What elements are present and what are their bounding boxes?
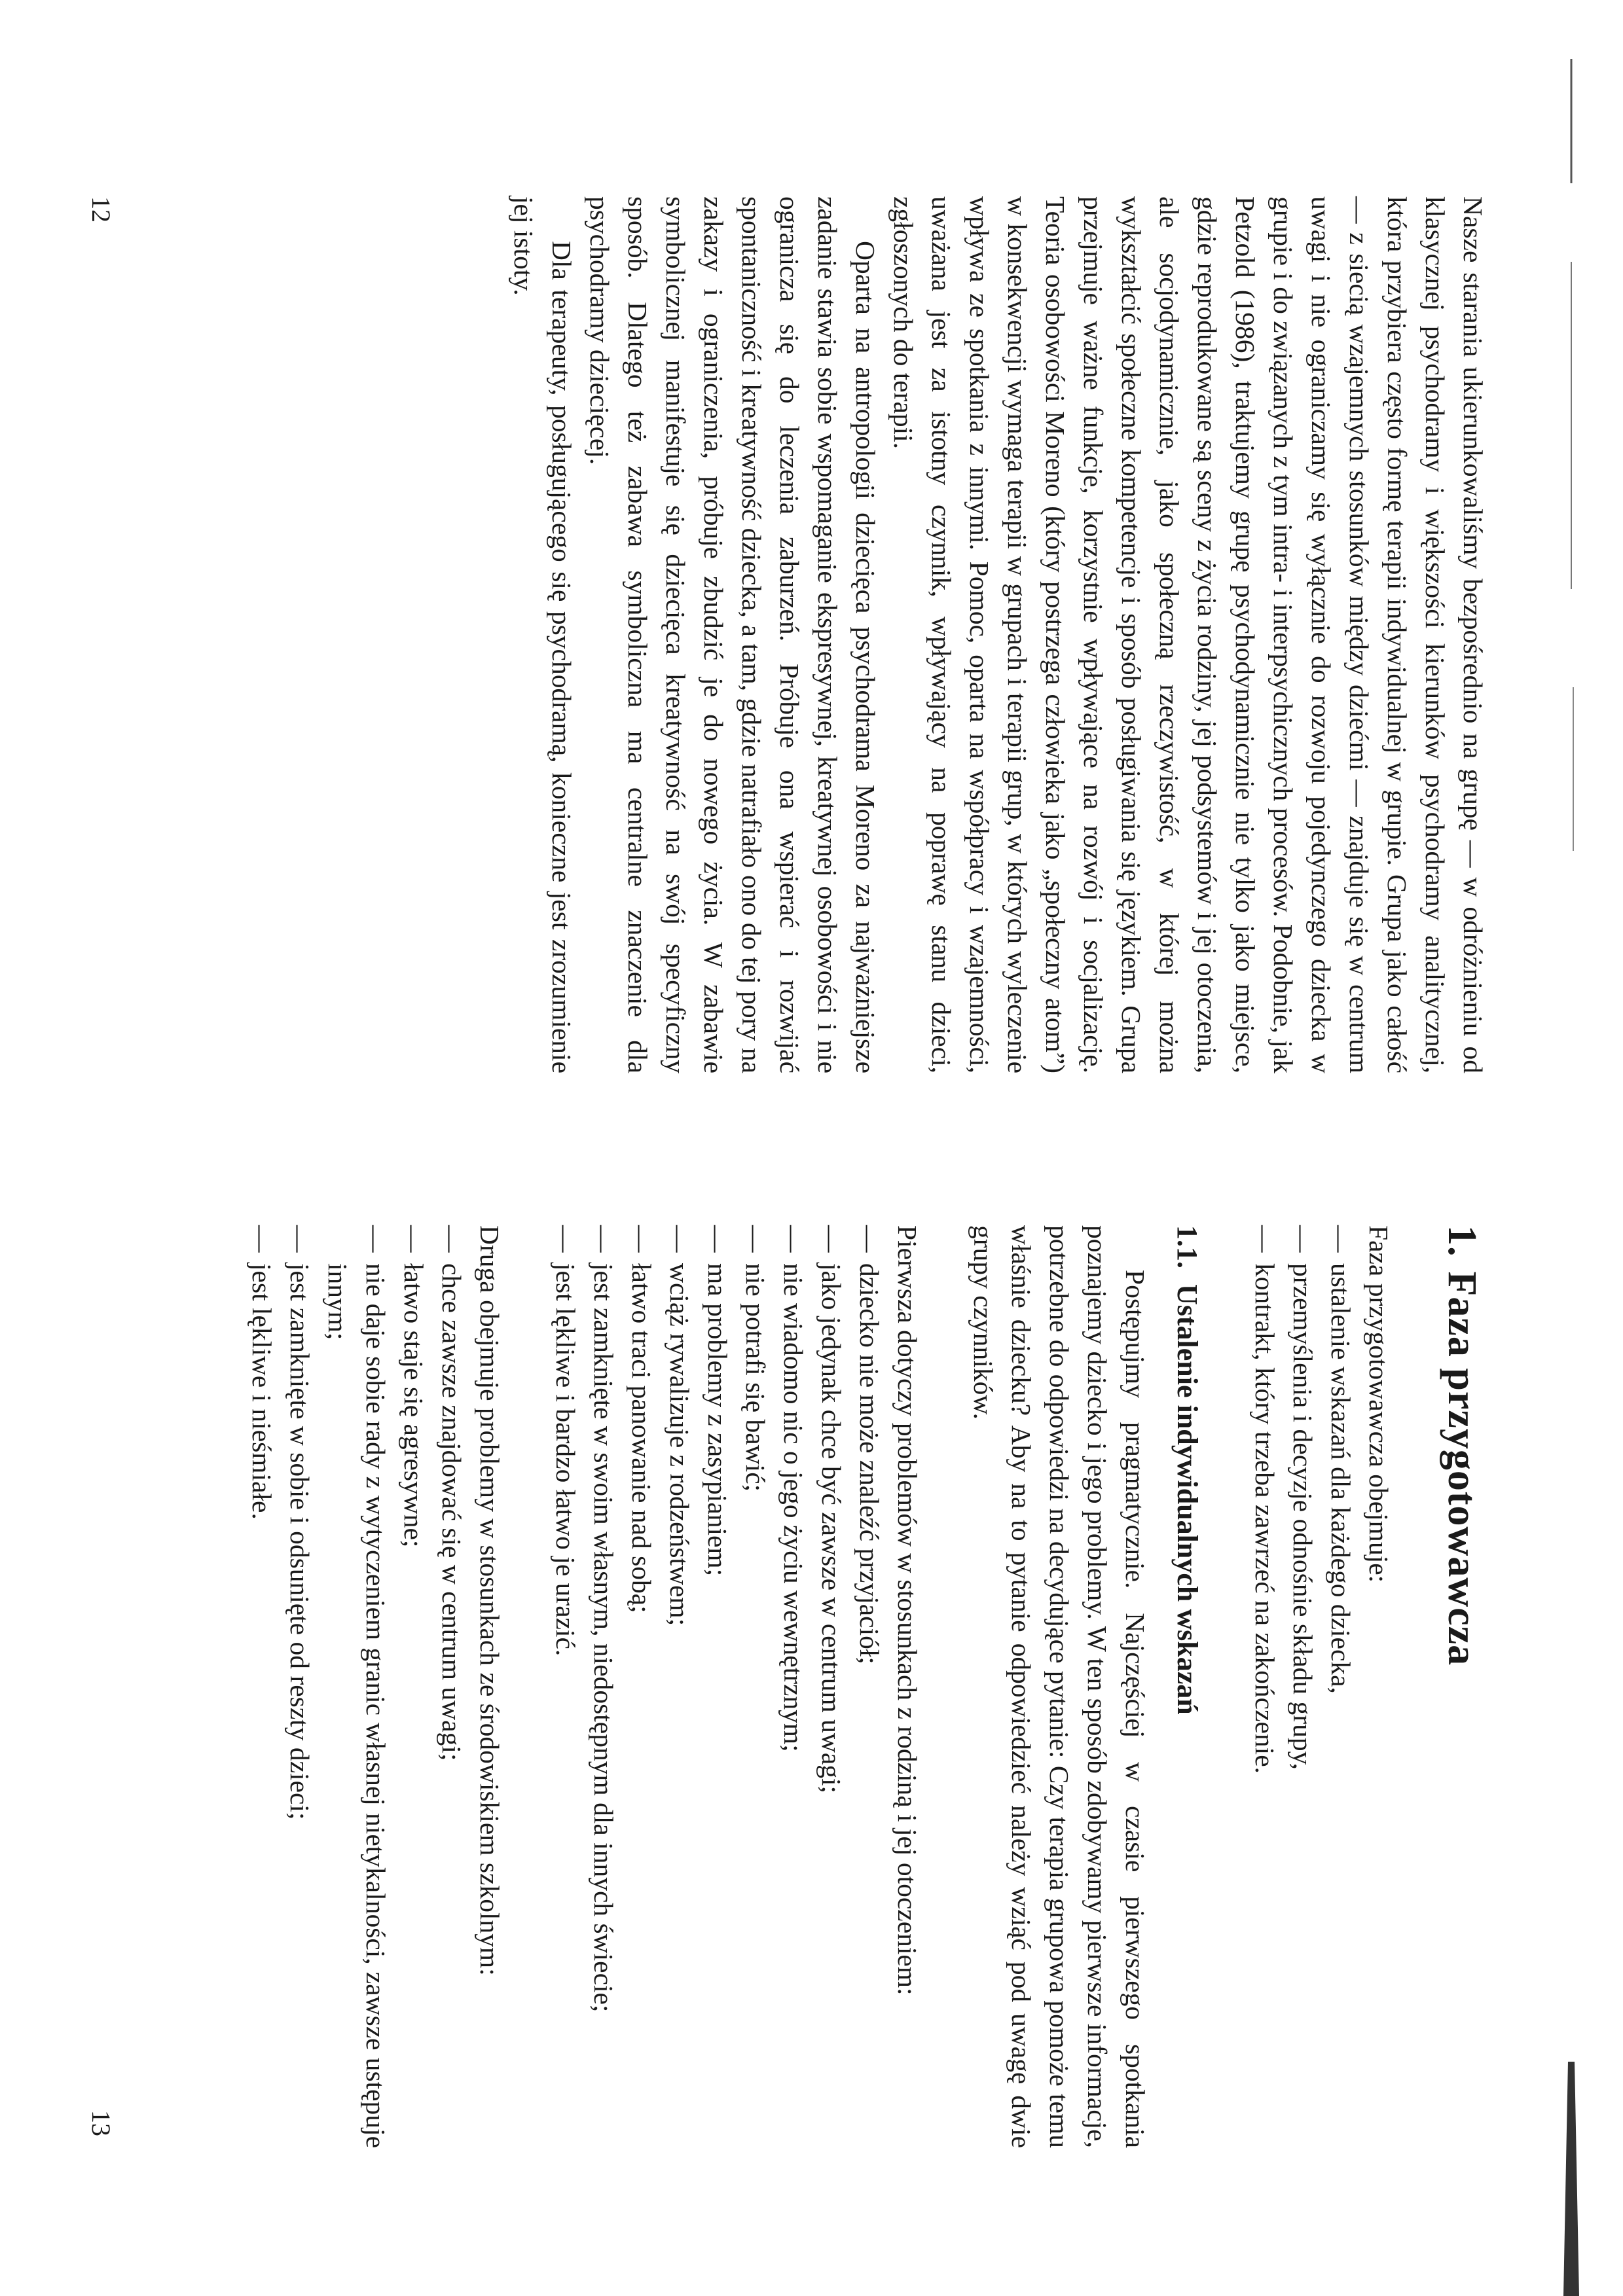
paragraph: Druga obejmuje problemy w stosunkach ze środowiskiem szkolnym:: [475, 1225, 505, 1976]
paragraph: Faza przygotowawcza obejmuje:: [1364, 1225, 1394, 1583]
list-item: —wciąż rywalizuje z rodzeństwem;: [665, 1225, 695, 1626]
list-item: —kontrakt, który trzeba zawrzeć na zakończenie.: [1250, 1225, 1280, 1774]
paragraph: Oparta na antropologii dziecięca psychodrama Moreno za najważniejsze zadanie stawia sobie wspomaganie ekspresywnej, kreatywnej osobowości i nie ogranicza się do leczenia zaburzeń. Próbuje ona wspierać i rozwijać spontaniczność i kreatywność dziecka, a tam, gdzie natrafiało ono do tej pory na zakazy i ograniczenia, próbuje zbudzić je do nowego życia. W zabawie symbolicznej manifestuje się dziecięca kreatywność na swój specyficzny sposób. Dlatego też zabawa symboliczna ma centralne znaczenie dla psychodramy dziecięcej.: [585, 196, 881, 1073]
paragraph: Nasze starania ukierunkowaliśmy bezpośrednio na grupę — w odróżnieniu od klasycznej psychodramy i większości kierunków psychodramy analitycznej, która przybiera często formę terapii indywidualnej w grupie. Grupa jako całość — z siecią wzajemnych stosunków między dziećmi — znajduje się w centrum uwagi i nie ograniczamy się wyłącznie do rozwoju pojedynczego dziecka w grupie i do związanych z tym intra- i interpsychicznych procesów. Podobnie, jak Petzold (1986), traktujemy grupę psychodynamicznie nie tylko jako miejsce, gdzie reprodukowane są sceny z życia rodziny, jej podsystemów i jej otoczenia, ale socjodynamicznie, jako społeczną rzeczywistość, w której można wykształcić społeczne kompetencje i sposób posługiwania się językiem. Grupa przejmuje ważne funkcje, korzystnie wpływające na rozwój i socjalizację. Teoria osobowości Moreno (który postrzega człowieka jako „społeczny atom”) w konsekwencji wymaga terapii w grupach i terapii grup, w których wyleczenie wpływa ze spotkania z innymi. Pomoc, oparta na współpracy i wzajemności, uważana jest za istotny czynnik, wpływający na poprawę stanu dzieci, zgłoszonych do terapii.: [888, 196, 1488, 1073]
list-item: —łatwo staje się agresywne;: [399, 1225, 429, 1548]
section-heading: [1167, 1225, 1207, 2148]
spacer: [509, 1225, 547, 2148]
list-item: —ustalenie wskazań dla każdego dziecka,: [1326, 1225, 1356, 1694]
chapter-heading: [1436, 1225, 1488, 2148]
section-number: 1.1.: [1171, 1225, 1203, 1268]
left-page-text: [505, 196, 1492, 1073]
list-item: —chce zawsze znajdować się w centrum uwagi;: [437, 1225, 467, 1761]
list-item: —nie wiadomo nic o jego życiu wewnętrznym;: [778, 1225, 809, 1752]
list-item: —jest zamknięte w swoim własnym, niedostępnym dla innych świecie;: [589, 1225, 619, 2013]
chapter-number: 1.: [1440, 1225, 1484, 1257]
list-item: —ma problemy z zasypianiem;: [702, 1225, 733, 1577]
list-item: —jest zamknięte w sobie i odsunięte od reszty dzieci;: [285, 1225, 315, 1820]
list-item: —przemyślenia i decyzje odnośnie składu grupy,: [1288, 1225, 1318, 1770]
paragraph: Pierwsza dotyczy problemów w stosunkach z rodziną i jej otoczeniem:: [892, 1225, 922, 1996]
list-item: —jest lękliwe i bardzo łatwo je urazić.: [551, 1225, 581, 1657]
intro-list: [1246, 1225, 1360, 2148]
family-problems-list: [547, 1225, 888, 2148]
spacer: [926, 1225, 964, 2148]
list-item: —nie potrafi się bawić;: [740, 1225, 771, 1492]
list-item: —dziecko nie może znaleźć przyjaciół;: [854, 1225, 884, 1664]
page-number: 12: [86, 196, 116, 223]
page-number: 13: [86, 2110, 116, 2136]
list-item: —nie daje sobie rady z wytyczeniem granic własnej nietykalności, zawsze ustępuje innym;: [323, 1225, 391, 2148]
right-page-text: [243, 1225, 1492, 2148]
right-page: [0, 1148, 1623, 2296]
paragraph: Dla terapeuty, posługującego się psychodramą, konieczne jest zrozumienie jej istoty.: [509, 196, 577, 1073]
section-title: Ustalenie indywidualnych wskazań: [1171, 1284, 1203, 1715]
chapter-title: Faza przygotowawcza: [1440, 1271, 1484, 1666]
school-problems-list: [243, 1225, 471, 2148]
paragraph: Postępujmy pragmatycznie. Najczęściej w czasie pierwszego spotkania poznajemy dziecko i jego problemy. W ten sposób zdobywamy pierwsze informacje, potrzebne do odpowiedzi na decydujące pytanie: Czy terapia grupowa pomoże temu właśnie dziecku? Aby na to pytanie odpowiedzieć należy wziąć pod uwagę dwie grupy czynników.: [968, 1225, 1150, 2148]
list-item: —jako jedynak chce być zawsze w centrum uwagi;: [816, 1225, 847, 1794]
list-item: —łatwo traci panowanie nad sobą;: [627, 1225, 657, 1613]
list-item: —jest lękliwe i nieśmiałe.: [247, 1225, 277, 1520]
